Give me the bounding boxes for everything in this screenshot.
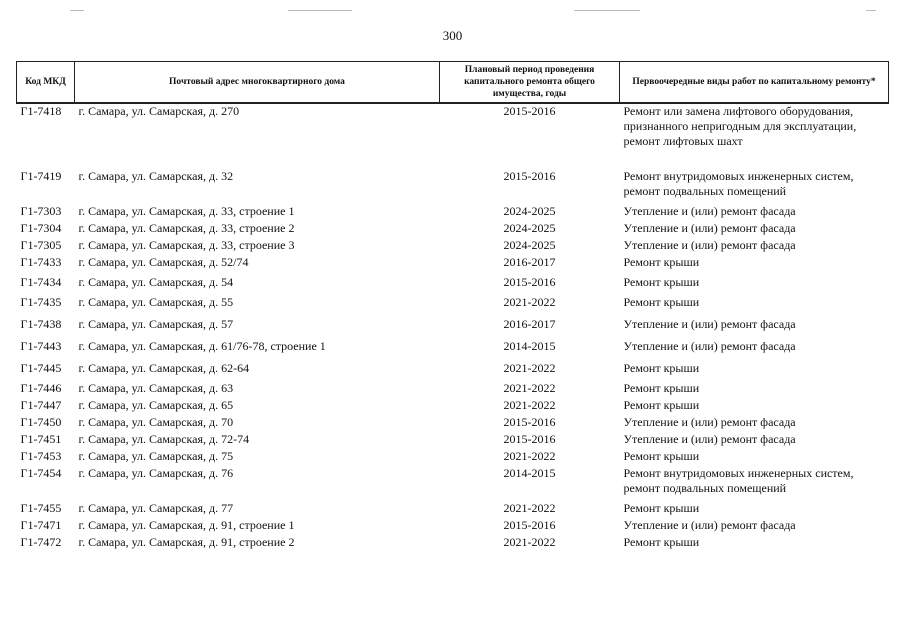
cell-code: Г1-7438 — [20, 317, 62, 331]
work-line: Ремонт внутридомовых инженерных систем, — [623, 169, 854, 183]
cell-period: 2021-2022 — [503, 295, 556, 309]
cell-works — [620, 339, 889, 361]
cell-code: Г1-7446 — [20, 381, 62, 395]
cell-period: 2024-2025 — [503, 221, 556, 235]
cell-code: Г1-7447 — [20, 398, 62, 412]
cell-address: г. Самара, ул. Самарская, д. 55 — [78, 295, 234, 309]
table-row — [17, 295, 889, 317]
cell-address: г. Самара, ул. Самарская, д. 65 — [78, 398, 234, 412]
cell-address: г. Самара, ул. Самарская, д. 32 — [78, 169, 234, 183]
cell-code: Г1-7451 — [20, 432, 62, 446]
cell-period: 2015-2016 — [503, 169, 556, 183]
page-number: 300 — [442, 28, 463, 43]
header-works: Первоочередные виды работ по капитальному ремонту* — [620, 62, 889, 104]
table-header-row — [17, 62, 889, 104]
table-row — [17, 398, 889, 415]
cell-works — [620, 535, 889, 552]
cell-period: 2016-2017 — [503, 255, 556, 269]
cell-works — [620, 295, 889, 317]
cell-code: Г1-7445 — [20, 361, 62, 375]
cell-works — [620, 361, 889, 381]
cell-address: г. Самара, ул. Самарская, д. 33, строение 2 — [78, 221, 295, 235]
cell-address: г. Самара, ул. Самарская, д. 76 — [78, 466, 234, 480]
cell-works — [620, 432, 889, 449]
work-line: Ремонт крыши — [623, 381, 700, 395]
work-line: Ремонт крыши — [623, 449, 700, 463]
table-row — [17, 466, 889, 501]
cell-period: 2021-2022 — [503, 361, 556, 375]
scan-artifact — [70, 10, 84, 11]
capital-repair-table — [16, 61, 889, 552]
work-line: Утепление и (или) ремонт фасада — [623, 518, 796, 532]
cell-address: г. Самара, ул. Самарская, д. 270 — [78, 104, 240, 118]
cell-address: г. Самара, ул. Самарская, д. 91, строение 2 — [78, 535, 295, 549]
cell-period: 2014-2015 — [503, 466, 556, 480]
cell-address: г. Самара, ул. Самарская, д. 72-74 — [78, 432, 250, 446]
header-period: Плановый период проведения капитального ремонта общего имущества, годы — [440, 62, 620, 104]
cell-code: Г1-7443 — [20, 339, 62, 353]
cell-period: 2024-2025 — [503, 238, 556, 252]
table-row — [17, 501, 889, 518]
cell-code: Г1-7472 — [20, 535, 62, 549]
table-row — [17, 275, 889, 295]
cell-works — [620, 317, 889, 339]
cell-works — [620, 449, 889, 466]
cell-period: 2021-2022 — [503, 381, 556, 395]
work-line: Утепление и (или) ремонт фасада — [623, 415, 796, 429]
cell-works — [620, 103, 889, 169]
cell-works — [620, 169, 889, 204]
cell-works — [620, 518, 889, 535]
table-row — [17, 221, 889, 238]
work-line: ремонт подвальных помещений — [623, 481, 787, 495]
table-row — [17, 238, 889, 255]
cell-works — [620, 466, 889, 501]
header-code: Код МКД — [17, 62, 75, 104]
cell-period: 2016-2017 — [503, 317, 556, 331]
table-row — [17, 449, 889, 466]
cell-address: г. Самара, ул. Самарская, д. 33, строение 3 — [78, 238, 295, 252]
cell-address: г. Самара, ул. Самарская, д. 63 — [78, 381, 234, 395]
cell-period: 2015-2016 — [503, 432, 556, 446]
table-row — [17, 415, 889, 432]
table-row — [17, 204, 889, 221]
work-line: Ремонт крыши — [623, 361, 700, 375]
work-line: Ремонт крыши — [623, 398, 700, 412]
work-line: Ремонт крыши — [623, 275, 700, 289]
work-line: Утепление и (или) ремонт фасада — [623, 317, 796, 331]
work-line: Ремонт крыши — [623, 255, 700, 269]
cell-code: Г1-7418 — [20, 104, 62, 118]
cell-period: 2014-2015 — [503, 339, 556, 353]
cell-code: Г1-7303 — [20, 204, 62, 218]
cell-address: г. Самара, ул. Самарская, д. 77 — [78, 501, 234, 515]
cell-period: 2021-2022 — [503, 398, 556, 412]
cell-period: 2015-2016 — [503, 518, 556, 532]
table-row — [17, 169, 889, 204]
cell-works — [620, 501, 889, 518]
work-line: признанного непригодным для эксплуатации, — [623, 119, 857, 133]
cell-period: 2021-2022 — [503, 449, 556, 463]
work-line: Утепление и (или) ремонт фасада — [623, 204, 796, 218]
cell-period: 2021-2022 — [503, 501, 556, 515]
cell-code: Г1-7471 — [20, 518, 62, 532]
cell-works — [620, 398, 889, 415]
cell-address: г. Самара, ул. Самарская, д. 54 — [78, 275, 234, 289]
work-line: Ремонт крыши — [623, 295, 700, 309]
cell-code: Г1-7455 — [20, 501, 62, 515]
cell-period: 2021-2022 — [503, 535, 556, 549]
cell-works — [620, 204, 889, 221]
cell-code: Г1-7304 — [20, 221, 62, 235]
scan-artifact — [866, 10, 876, 11]
cell-period: 2015-2016 — [503, 104, 556, 118]
cell-code: Г1-7305 — [20, 238, 62, 252]
cell-works — [620, 275, 889, 295]
scan-artifact — [574, 10, 640, 11]
work-line: Утепление и (или) ремонт фасада — [623, 432, 796, 446]
table-row — [17, 103, 889, 169]
header-address: Почтовый адрес многоквартирного дома — [75, 62, 440, 104]
cell-works — [620, 255, 889, 275]
cell-code: Г1-7453 — [20, 449, 62, 463]
cell-code: Г1-7434 — [20, 275, 62, 289]
table-row — [17, 381, 889, 398]
table-row — [17, 255, 889, 275]
scan-artifact — [288, 10, 352, 11]
cell-address: г. Самара, ул. Самарская, д. 75 — [78, 449, 234, 463]
table-body — [17, 103, 889, 552]
cell-address: г. Самара, ул. Самарская, д. 57 — [78, 317, 234, 331]
cell-code: Г1-7419 — [20, 169, 62, 183]
cell-address: г. Самара, ул. Самарская, д. 91, строение 1 — [78, 518, 295, 532]
cell-code: Г1-7433 — [20, 255, 62, 269]
cell-address: г. Самара, ул. Самарская, д. 33, строение 1 — [78, 204, 295, 218]
work-line: Ремонт внутридомовых инженерных систем, — [623, 466, 854, 480]
work-line: Утепление и (или) ремонт фасада — [623, 221, 796, 235]
cell-code: Г1-7450 — [20, 415, 62, 429]
table-row — [17, 535, 889, 552]
cell-code: Г1-7435 — [20, 295, 62, 309]
work-line: Ремонт или замена лифтового оборудования, — [623, 104, 854, 118]
cell-works — [620, 415, 889, 432]
cell-period: 2015-2016 — [503, 275, 556, 289]
cell-code: Г1-7454 — [20, 466, 62, 480]
cell-works — [620, 381, 889, 398]
table-row — [17, 518, 889, 535]
cell-period: 2024-2025 — [503, 204, 556, 218]
cell-address: г. Самара, ул. Самарская, д. 52/74 — [78, 255, 249, 269]
work-line: ремонт подвальных помещений — [623, 184, 787, 198]
cell-works — [620, 221, 889, 238]
table-row — [17, 317, 889, 339]
table-row — [17, 432, 889, 449]
table-row — [17, 339, 889, 361]
cell-address: г. Самара, ул. Самарская, д. 61/76-78, строение 1 — [78, 339, 326, 353]
work-line: Утепление и (или) ремонт фасада — [623, 339, 796, 353]
cell-period: 2015-2016 — [503, 415, 556, 429]
cell-works — [620, 238, 889, 255]
cell-address: г. Самара, ул. Самарская, д. 70 — [78, 415, 234, 429]
work-line: Ремонт крыши — [623, 501, 700, 515]
work-line: Утепление и (или) ремонт фасада — [623, 238, 796, 252]
table-row — [17, 361, 889, 381]
cell-address: г. Самара, ул. Самарская, д. 62-64 — [78, 361, 250, 375]
work-line: ремонт лифтовых шахт — [623, 134, 743, 148]
work-line: Ремонт крыши — [623, 535, 700, 549]
